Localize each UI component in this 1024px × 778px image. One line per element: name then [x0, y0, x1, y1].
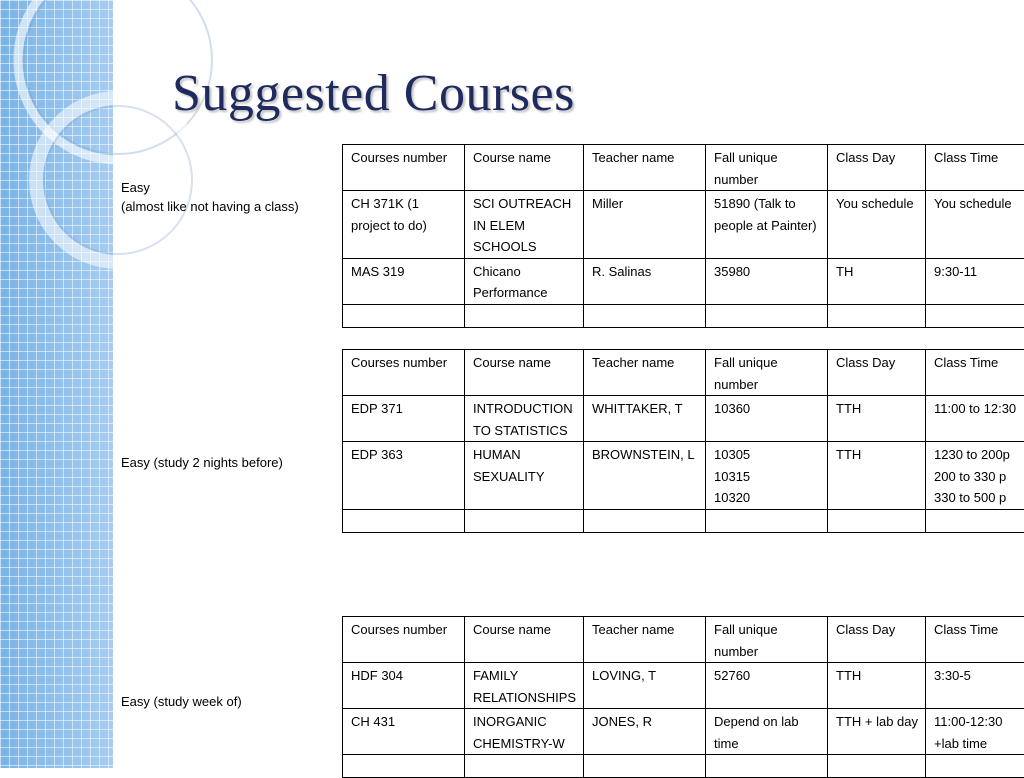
header-cell: Fall unique number: [706, 350, 828, 396]
header-cell: Teacher name: [584, 350, 706, 396]
table-cell: BROWNSTEIN, L: [584, 442, 706, 510]
table-cell: HDF 304: [343, 663, 465, 709]
header-cell: Course name: [465, 145, 584, 191]
table-row: [343, 709, 1024, 755]
table-cell: 35980: [706, 258, 828, 304]
table-cell: SCI OUTREACH IN ELEM SCHOOLS: [465, 191, 584, 259]
header-cell: Class Day: [828, 350, 926, 396]
table-cell: [706, 755, 828, 778]
table-cell: 51890 (Talk to people at Painter): [706, 191, 828, 259]
header-cell: Class Day: [828, 145, 926, 191]
table-cell: TTH: [828, 396, 926, 442]
header-cell: Courses number: [343, 350, 465, 396]
header-cell: Class Day: [828, 617, 926, 663]
header-cell: Course name: [465, 350, 584, 396]
table-cell: CH 371K (1 project to do): [343, 191, 465, 259]
header-cell: Class Time: [926, 145, 1024, 191]
table-cell: TTH: [828, 663, 926, 709]
table-cell: [584, 755, 706, 778]
table-cell: Chicano Performance: [465, 258, 584, 304]
table-cell: 1230 to 200p 200 to 330 p 330 to 500 p: [926, 442, 1024, 510]
table-cell: Miller: [584, 191, 706, 259]
decorative-side-strip: [0, 0, 113, 768]
header-cell: Fall unique number: [706, 617, 828, 663]
table-cell: [465, 304, 584, 327]
table-cell: 9:30-11: [926, 258, 1024, 304]
table-cell: [926, 304, 1024, 327]
header-cell: Course name: [465, 617, 584, 663]
table-row: [343, 755, 1024, 778]
table-cell: TTH: [828, 442, 926, 510]
table-cell: [343, 755, 465, 778]
table-cell: TTH + lab day: [828, 709, 926, 755]
course-table-2: [342, 349, 1024, 533]
table-cell: [828, 755, 926, 778]
page-title: Suggested Courses: [172, 64, 575, 123]
table-cell: [926, 755, 1024, 778]
table-cell: MAS 319: [343, 258, 465, 304]
table-cell: [584, 304, 706, 327]
table-cell: FAMILY RELATIONSHIPS: [465, 663, 584, 709]
table-cell: 3:30-5: [926, 663, 1024, 709]
table-header-row: [343, 145, 1024, 191]
table-cell: [465, 509, 584, 532]
course-table-1: [342, 144, 1024, 328]
table-cell: You schedule: [926, 191, 1024, 259]
table-cell: [706, 304, 828, 327]
table-cell: [343, 304, 465, 327]
table-cell: EDP 363: [343, 442, 465, 510]
difficulty-label-easy: Easy (almost like not having a class): [121, 178, 299, 216]
header-cell: Class Time: [926, 617, 1024, 663]
table-cell: R. Salinas: [584, 258, 706, 304]
table-cell: 10360: [706, 396, 828, 442]
table-row: [343, 191, 1024, 259]
table-row: [343, 396, 1024, 442]
course-table-3: [342, 616, 1024, 778]
header-cell: Courses number: [343, 617, 465, 663]
table-cell: INTRODUCTION TO STATISTICS: [465, 396, 584, 442]
table-row: [343, 663, 1024, 709]
table-row: [343, 258, 1024, 304]
table-cell: LOVING, T: [584, 663, 706, 709]
table-cell: 10305 10315 10320: [706, 442, 828, 510]
table-row: [343, 509, 1024, 532]
table-cell: CH 431: [343, 709, 465, 755]
table-cell: INORGANIC CHEMISTRY-W: [465, 709, 584, 755]
table-cell: HUMAN SEXUALITY: [465, 442, 584, 510]
table-row: [343, 304, 1024, 327]
table-cell: 52760: [706, 663, 828, 709]
table-cell: Depend on lab time: [706, 709, 828, 755]
table-header-row: [343, 617, 1024, 663]
table-cell: JONES, R: [584, 709, 706, 755]
table-cell: TH: [828, 258, 926, 304]
table-cell: [828, 304, 926, 327]
table-cell: 11:00-12:30 +lab time: [926, 709, 1024, 755]
table-row: [343, 442, 1024, 510]
table-cell: 11:00 to 12:30: [926, 396, 1024, 442]
table-cell: [343, 509, 465, 532]
table-cell: [465, 755, 584, 778]
header-cell: Class Time: [926, 350, 1024, 396]
table-cell: You schedule: [828, 191, 926, 259]
table-cell: [926, 509, 1024, 532]
difficulty-label-two-nights: Easy (study 2 nights before): [121, 453, 283, 472]
table-cell: [828, 509, 926, 532]
header-cell: Teacher name: [584, 617, 706, 663]
header-cell: Teacher name: [584, 145, 706, 191]
header-cell: Courses number: [343, 145, 465, 191]
table-cell: EDP 371: [343, 396, 465, 442]
header-cell: Fall unique number: [706, 145, 828, 191]
table-cell: WHITTAKER, T: [584, 396, 706, 442]
table-header-row: [343, 350, 1024, 396]
table-cell: [706, 509, 828, 532]
table-cell: [584, 509, 706, 532]
difficulty-label-week-of: Easy (study week of): [121, 692, 242, 711]
